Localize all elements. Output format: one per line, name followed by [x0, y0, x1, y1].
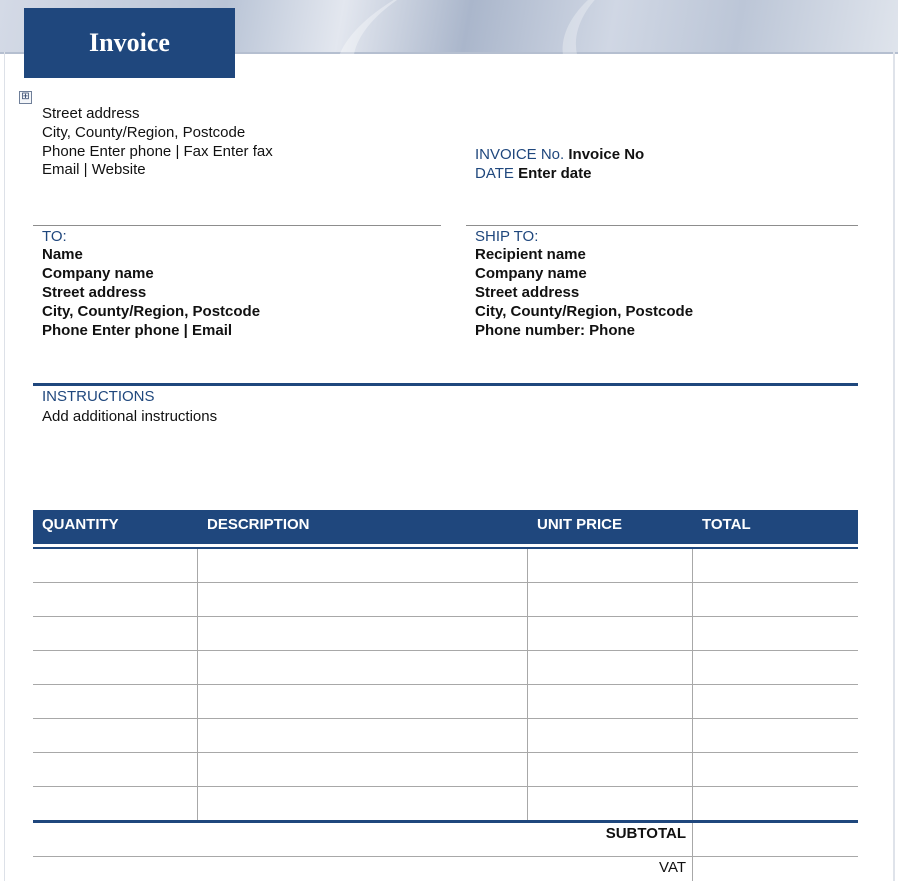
ship-to-city[interactable]: City, County/Region, Postcode: [475, 303, 694, 320]
subtotal-label: SUBTOTAL: [605, 825, 686, 842]
instructions-rule: [33, 383, 858, 386]
column-header-unit-price: UNIT PRICE: [537, 516, 623, 533]
sender-phone-fax[interactable]: Phone Enter phone | Fax Enter fax: [42, 143, 273, 160]
vat-label: VAT: [659, 859, 686, 876]
sender-street[interactable]: Street address: [42, 105, 140, 122]
page-edge: [893, 52, 895, 881]
page-edge: [4, 52, 5, 881]
table-row[interactable]: [33, 616, 858, 617]
instructions-heading: INSTRUCTIONS: [42, 388, 155, 405]
table-header-underline: [33, 547, 858, 549]
sender-email-website[interactable]: Email | Website: [42, 161, 146, 178]
table-row[interactable]: [33, 650, 858, 651]
bill-to-street[interactable]: Street address: [42, 284, 147, 301]
ship-to-rule: [466, 225, 858, 226]
totals-rule: [33, 820, 858, 823]
items-table-header: [33, 510, 858, 544]
column-divider: [527, 549, 528, 820]
bill-to-name[interactable]: Name: [42, 246, 83, 263]
sender-city[interactable]: City, County/Region, Postcode: [42, 124, 246, 141]
ship-to-phone[interactable]: Phone number: Phone: [475, 322, 636, 339]
table-row[interactable]: [33, 582, 858, 583]
ship-to-heading: SHIP TO:: [475, 228, 539, 245]
bill-to-heading: TO:: [42, 228, 67, 245]
table-move-handle-icon[interactable]: ⊞: [19, 91, 32, 104]
invoice-date-line: [475, 164, 591, 183]
table-row[interactable]: [33, 752, 858, 753]
bill-to-company[interactable]: Company name: [42, 265, 154, 282]
header-decoration: [546, 0, 808, 128]
invoice-title[interactable]: Invoice: [89, 28, 170, 57]
column-divider: [197, 549, 198, 820]
bill-to-contact[interactable]: Phone Enter phone | Email: [42, 322, 233, 339]
bill-to-rule: [33, 225, 441, 226]
table-row[interactable]: [33, 684, 858, 685]
bill-to-city[interactable]: City, County/Region, Postcode: [42, 303, 261, 320]
invoice-number-value[interactable]: Invoice No: [568, 146, 645, 163]
instructions-text[interactable]: Add additional instructions: [42, 408, 218, 425]
invoice-number-line: [475, 145, 644, 164]
subtotal-row-line: [33, 856, 858, 857]
table-row[interactable]: [33, 786, 858, 787]
invoice-number-label: INVOICE No.: [475, 146, 565, 163]
column-divider: [692, 549, 693, 881]
ship-to-name[interactable]: Recipient name: [475, 246, 586, 263]
column-header-total: TOTAL: [702, 516, 751, 533]
ship-to-street[interactable]: Street address: [475, 284, 580, 301]
invoice-date-label: DATE: [475, 165, 514, 182]
column-header-quantity: QUANTITY: [42, 516, 119, 533]
invoice-date-value[interactable]: Enter date: [518, 165, 592, 182]
invoice-title-box: [24, 8, 235, 78]
column-header-description: DESCRIPTION: [207, 516, 310, 533]
ship-to-company[interactable]: Company name: [475, 265, 587, 282]
table-row[interactable]: [33, 718, 858, 719]
